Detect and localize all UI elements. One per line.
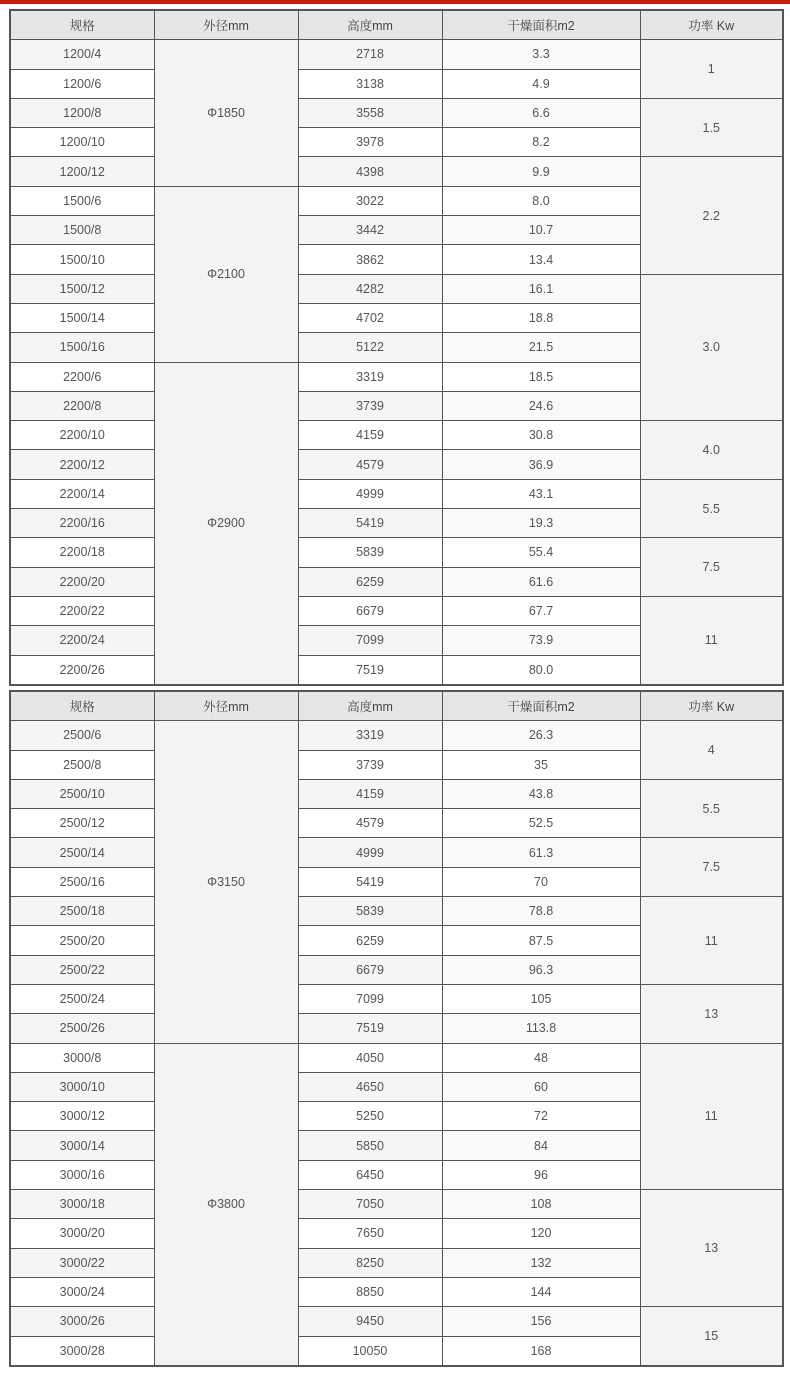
cell-spec: 2200/6 bbox=[10, 362, 154, 391]
cell-drying-area: 70 bbox=[442, 867, 640, 896]
cell-drying-area: 21.5 bbox=[442, 333, 640, 362]
cell-height: 3558 bbox=[298, 98, 442, 127]
cell-spec: 3000/10 bbox=[10, 1072, 154, 1101]
cell-spec: 1200/12 bbox=[10, 157, 154, 186]
cell-height: 7519 bbox=[298, 655, 442, 685]
cell-spec: 2200/12 bbox=[10, 450, 154, 479]
cell-height: 7099 bbox=[298, 626, 442, 655]
table-row bbox=[10, 274, 783, 303]
table-row bbox=[10, 1043, 783, 1072]
table-row bbox=[10, 838, 783, 867]
header-power: 功率 Kw bbox=[640, 10, 783, 40]
cell-drying-area: 132 bbox=[442, 1248, 640, 1277]
cell-drying-area: 6.6 bbox=[442, 98, 640, 127]
cell-height: 4702 bbox=[298, 303, 442, 332]
cell-height: 4398 bbox=[298, 157, 442, 186]
cell-spec: 3000/8 bbox=[10, 1043, 154, 1072]
cell-drying-area: 96.3 bbox=[442, 955, 640, 984]
cell-drying-area: 78.8 bbox=[442, 897, 640, 926]
header-drying-area: 干燥面积m2 bbox=[442, 691, 640, 721]
cell-drying-area: 3.3 bbox=[442, 40, 640, 69]
cell-height: 5122 bbox=[298, 333, 442, 362]
cell-drying-area: 61.6 bbox=[442, 567, 640, 596]
cell-height: 3862 bbox=[298, 245, 442, 274]
cell-drying-area: 120 bbox=[442, 1219, 640, 1248]
cell-power: 11 bbox=[640, 596, 783, 684]
cell-power: 13 bbox=[640, 984, 783, 1043]
cell-height: 5839 bbox=[298, 897, 442, 926]
cell-spec: 1500/12 bbox=[10, 274, 154, 303]
cell-drying-area: 61.3 bbox=[442, 838, 640, 867]
cell-spec: 2200/10 bbox=[10, 421, 154, 450]
spec-table-1 bbox=[9, 9, 784, 686]
cell-spec: 2500/20 bbox=[10, 926, 154, 955]
cell-height: 6679 bbox=[298, 596, 442, 625]
cell-spec: 2500/24 bbox=[10, 984, 154, 1013]
header-diameter: 外径mm bbox=[154, 10, 298, 40]
header-power: 功率 Kw bbox=[640, 691, 783, 721]
top-banner-strip bbox=[0, 0, 790, 4]
header-spec: 规格 bbox=[10, 691, 154, 721]
cell-power: 3.0 bbox=[640, 274, 783, 420]
cell-spec: 3000/20 bbox=[10, 1219, 154, 1248]
cell-drying-area: 13.4 bbox=[442, 245, 640, 274]
cell-drying-area: 168 bbox=[442, 1336, 640, 1366]
table-row bbox=[10, 479, 783, 508]
cell-spec: 2500/12 bbox=[10, 809, 154, 838]
cell-drying-area: 48 bbox=[442, 1043, 640, 1072]
cell-drying-area: 18.5 bbox=[442, 362, 640, 391]
cell-height: 7050 bbox=[298, 1190, 442, 1219]
cell-height: 6259 bbox=[298, 926, 442, 955]
cell-spec: 1500/10 bbox=[10, 245, 154, 274]
cell-power: 15 bbox=[640, 1307, 783, 1366]
cell-height: 3442 bbox=[298, 216, 442, 245]
cell-height: 4159 bbox=[298, 421, 442, 450]
cell-spec: 1200/4 bbox=[10, 40, 154, 69]
cell-drying-area: 8.2 bbox=[442, 128, 640, 157]
cell-spec: 2500/8 bbox=[10, 750, 154, 779]
cell-drying-area: 24.6 bbox=[442, 391, 640, 420]
cell-height: 7519 bbox=[298, 1014, 442, 1043]
cell-spec: 1500/8 bbox=[10, 216, 154, 245]
cell-drying-area: 8.0 bbox=[442, 186, 640, 215]
table-body bbox=[10, 40, 783, 685]
cell-drying-area: 10.7 bbox=[442, 216, 640, 245]
header-row bbox=[10, 691, 783, 721]
table-row bbox=[10, 984, 783, 1013]
cell-height: 3022 bbox=[298, 186, 442, 215]
cell-spec: 1500/16 bbox=[10, 333, 154, 362]
cell-height: 2718 bbox=[298, 40, 442, 69]
cell-drying-area: 43.1 bbox=[442, 479, 640, 508]
cell-power: 7.5 bbox=[640, 838, 783, 897]
cell-spec: 1200/8 bbox=[10, 98, 154, 127]
cell-spec: 2200/20 bbox=[10, 567, 154, 596]
header-height: 高度mm bbox=[298, 10, 442, 40]
cell-height: 3739 bbox=[298, 391, 442, 420]
cell-spec: 2500/22 bbox=[10, 955, 154, 984]
cell-height: 4282 bbox=[298, 274, 442, 303]
cell-height: 9450 bbox=[298, 1307, 442, 1336]
cell-diameter: Φ2100 bbox=[154, 186, 298, 362]
cell-drying-area: 73.9 bbox=[442, 626, 640, 655]
cell-drying-area: 26.3 bbox=[442, 721, 640, 750]
cell-drying-area: 16.1 bbox=[442, 274, 640, 303]
cell-height: 6679 bbox=[298, 955, 442, 984]
table-body bbox=[10, 721, 783, 1366]
cell-drying-area: 43.8 bbox=[442, 779, 640, 808]
cell-height: 5839 bbox=[298, 538, 442, 567]
cell-spec: 1500/6 bbox=[10, 186, 154, 215]
cell-power: 2.2 bbox=[640, 157, 783, 274]
cell-power: 11 bbox=[640, 897, 783, 985]
cell-spec: 2200/26 bbox=[10, 655, 154, 685]
cell-spec: 2200/22 bbox=[10, 596, 154, 625]
cell-spec: 3000/24 bbox=[10, 1277, 154, 1306]
cell-spec: 3000/28 bbox=[10, 1336, 154, 1366]
table-row bbox=[10, 1307, 783, 1336]
cell-height: 4999 bbox=[298, 838, 442, 867]
table-row bbox=[10, 98, 783, 127]
cell-spec: 3000/14 bbox=[10, 1131, 154, 1160]
cell-spec: 2200/14 bbox=[10, 479, 154, 508]
cell-spec: 2500/16 bbox=[10, 867, 154, 896]
cell-height: 7099 bbox=[298, 984, 442, 1013]
cell-diameter: Φ1850 bbox=[154, 40, 298, 186]
table-row bbox=[10, 779, 783, 808]
table-row bbox=[10, 721, 783, 750]
table-row bbox=[10, 157, 783, 186]
cell-height: 3319 bbox=[298, 362, 442, 391]
cell-power: 1 bbox=[640, 40, 783, 99]
table-row bbox=[10, 596, 783, 625]
cell-power: 7.5 bbox=[640, 538, 783, 597]
cell-power: 1.5 bbox=[640, 98, 783, 157]
cell-drying-area: 55.4 bbox=[442, 538, 640, 567]
cell-height: 4999 bbox=[298, 479, 442, 508]
cell-spec: 2200/8 bbox=[10, 391, 154, 420]
cell-diameter: Φ3150 bbox=[154, 721, 298, 1043]
table-header bbox=[10, 10, 783, 40]
cell-drying-area: 105 bbox=[442, 984, 640, 1013]
cell-drying-area: 87.5 bbox=[442, 926, 640, 955]
cell-spec: 2500/26 bbox=[10, 1014, 154, 1043]
cell-height: 8850 bbox=[298, 1277, 442, 1306]
cell-spec: 3000/12 bbox=[10, 1102, 154, 1131]
cell-drying-area: 113.8 bbox=[442, 1014, 640, 1043]
cell-diameter: Φ3800 bbox=[154, 1043, 298, 1366]
cell-height: 4159 bbox=[298, 779, 442, 808]
cell-height: 3138 bbox=[298, 69, 442, 98]
cell-height: 6450 bbox=[298, 1160, 442, 1189]
header-row bbox=[10, 10, 783, 40]
cell-spec: 3000/22 bbox=[10, 1248, 154, 1277]
cell-drying-area: 19.3 bbox=[442, 509, 640, 538]
cell-power: 13 bbox=[640, 1190, 783, 1307]
cell-height: 3978 bbox=[298, 128, 442, 157]
cell-drying-area: 67.7 bbox=[442, 596, 640, 625]
table-header bbox=[10, 691, 783, 721]
cell-height: 10050 bbox=[298, 1336, 442, 1366]
cell-spec: 2200/16 bbox=[10, 509, 154, 538]
cell-drying-area: 144 bbox=[442, 1277, 640, 1306]
cell-height: 4650 bbox=[298, 1072, 442, 1101]
cell-height: 5419 bbox=[298, 867, 442, 896]
cell-height: 4050 bbox=[298, 1043, 442, 1072]
cell-spec: 1500/14 bbox=[10, 303, 154, 332]
table-row bbox=[10, 897, 783, 926]
cell-drying-area: 72 bbox=[442, 1102, 640, 1131]
cell-drying-area: 35 bbox=[442, 750, 640, 779]
cell-spec: 1200/6 bbox=[10, 69, 154, 98]
cell-drying-area: 52.5 bbox=[442, 809, 640, 838]
cell-power: 11 bbox=[640, 1043, 783, 1189]
cell-spec: 2200/18 bbox=[10, 538, 154, 567]
cell-drying-area: 30.8 bbox=[442, 421, 640, 450]
cell-spec: 2500/14 bbox=[10, 838, 154, 867]
cell-spec: 1200/10 bbox=[10, 128, 154, 157]
cell-drying-area: 9.9 bbox=[442, 157, 640, 186]
cell-height: 8250 bbox=[298, 1248, 442, 1277]
cell-drying-area: 18.8 bbox=[442, 303, 640, 332]
cell-height: 3319 bbox=[298, 721, 442, 750]
cell-drying-area: 60 bbox=[442, 1072, 640, 1101]
cell-power: 4 bbox=[640, 721, 783, 780]
cell-height: 4579 bbox=[298, 809, 442, 838]
cell-spec: 2500/18 bbox=[10, 897, 154, 926]
cell-power: 5.5 bbox=[640, 779, 783, 838]
cell-drying-area: 108 bbox=[442, 1190, 640, 1219]
table-row bbox=[10, 538, 783, 567]
cell-drying-area: 80.0 bbox=[442, 655, 640, 685]
table-row bbox=[10, 40, 783, 69]
cell-height: 7650 bbox=[298, 1219, 442, 1248]
header-drying-area: 干燥面积m2 bbox=[442, 10, 640, 40]
cell-drying-area: 4.9 bbox=[442, 69, 640, 98]
cell-spec: 2500/6 bbox=[10, 721, 154, 750]
cell-spec: 2200/24 bbox=[10, 626, 154, 655]
cell-drying-area: 36.9 bbox=[442, 450, 640, 479]
table-row bbox=[10, 421, 783, 450]
cell-height: 3739 bbox=[298, 750, 442, 779]
header-spec: 规格 bbox=[10, 10, 154, 40]
cell-spec: 3000/26 bbox=[10, 1307, 154, 1336]
cell-spec: 2500/10 bbox=[10, 779, 154, 808]
cell-height: 5250 bbox=[298, 1102, 442, 1131]
cell-height: 4579 bbox=[298, 450, 442, 479]
cell-drying-area: 96 bbox=[442, 1160, 640, 1189]
table-row bbox=[10, 1190, 783, 1219]
cell-drying-area: 84 bbox=[442, 1131, 640, 1160]
cell-diameter: Φ2900 bbox=[154, 362, 298, 685]
cell-power: 5.5 bbox=[640, 479, 783, 538]
header-diameter: 外径mm bbox=[154, 691, 298, 721]
cell-height: 6259 bbox=[298, 567, 442, 596]
cell-drying-area: 156 bbox=[442, 1307, 640, 1336]
cell-spec: 3000/16 bbox=[10, 1160, 154, 1189]
header-height: 高度mm bbox=[298, 691, 442, 721]
cell-height: 5850 bbox=[298, 1131, 442, 1160]
cell-power: 4.0 bbox=[640, 421, 783, 480]
spec-table-2 bbox=[9, 690, 784, 1367]
cell-height: 5419 bbox=[298, 509, 442, 538]
cell-spec: 3000/18 bbox=[10, 1190, 154, 1219]
